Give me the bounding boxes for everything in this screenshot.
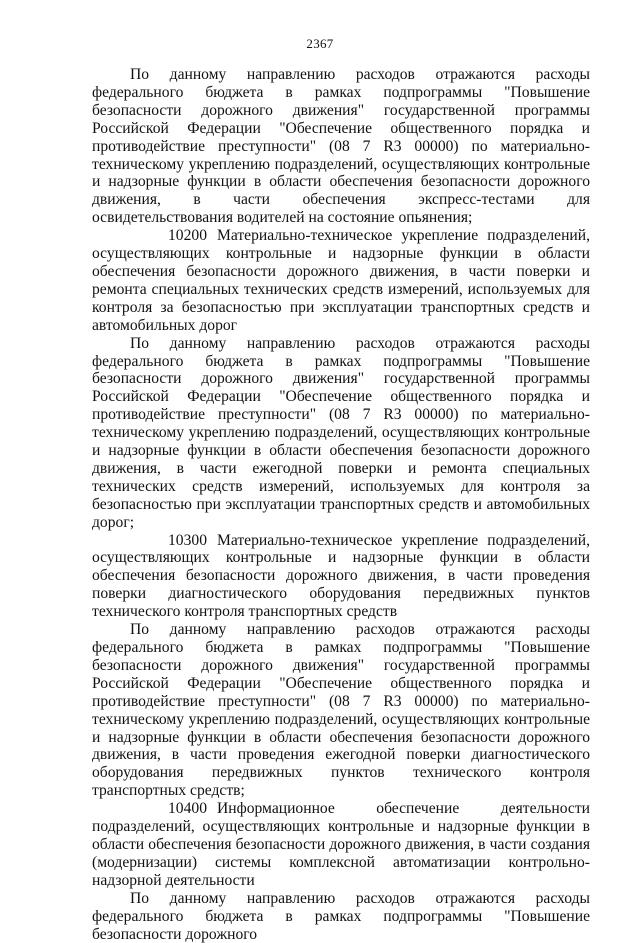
paragraph-expense-description: По данному направлению расходов отражаются расходы федерального бюджета в рамках подпрограммы "Повышение безопасности дорожного движения" государственной программы Российской Федерации "Обеспечение общественного порядка и противодействие преступности" (08 7 R3 00000) по материально-техническому укреплению подразделений, осуществляющих контрольные и надзорные функции в области обеспечения безопасности дорожного движения, в части обеспечения экспресс-тестами для освидетельствования водителей на состояние опьянения; <box>92 66 590 227</box>
paragraph-expense-item <box>92 532 590 622</box>
expense-title: Материально-техническое укрепление подразделений, осуществляющих контрольные и надзорные функции в области обеспечения безопасности дорожного движения, в части поверки и ремонта специальных технических средств измерений, используемых для контроля за безопасностью при эксплуатации транспортных средств и автомобильных дорог <box>92 227 590 334</box>
document-body <box>92 66 590 943</box>
expense-title: Информационное обеспечение деятельности подразделений, осуществляющих контрольные и надзорные функции в области обеспечения безопасности дорожного движения, в части создания (модернизации) системы комплексной автоматизации контрольно-надзорной деятельности <box>92 800 590 889</box>
paragraph-expense-item <box>92 800 590 890</box>
expense-code: 10400 <box>168 800 207 818</box>
paragraph-expense-description: По данному направлению расходов отражаются расходы федерального бюджета в рамках подпрограммы "Повышение безопасности дорожного движения" государственной программы Российской Федерации "Обеспечение общественного порядка и противодействие преступности" (08 7 R3 00000) по материально-техническому укреплению подразделений, осуществляющих контрольные и надзорные функции в области обеспечения безопасности дорожного движения, в части ежегодной поверки и ремонта специальных технических средств измерений, используемых для контроля за безопасностью при эксплуатации транспортных средств и автомобильных дорог; <box>92 334 590 531</box>
paragraph-expense-item <box>92 227 590 334</box>
expense-code: 10200 <box>168 227 207 245</box>
expense-code: 10300 <box>168 531 207 549</box>
paragraph-expense-description: По данному направлению расходов отражаются расходы федерального бюджета в рамках подпрограммы "Повышение безопасности дорожного <box>92 889 590 943</box>
expense-title: Материально-техническое укрепление подразделений, осуществляющих контрольные и надзорные функции в области обеспечения безопасности дорожного движения, в части проведения поверки диагностического оборудования передвижных пунктов технического контроля транспортных средств <box>92 531 590 621</box>
page-number: 2367 <box>306 36 334 51</box>
paragraph-expense-description: По данному направлению расходов отражаются расходы федерального бюджета в рамках подпрограммы "Повышение безопасности дорожного движения" государственной программы Российской Федерации "Обеспечение общественного порядка и противодействие преступности" (08 7 R3 00000) по материально-техническому укреплению подразделений, осуществляющих контрольные и надзорные функции в области обеспечения безопасности дорожного движения, в части проведения ежегодной поверки диагностического оборудования передвижных пунктов технического контроля транспортных средств; <box>92 621 590 800</box>
